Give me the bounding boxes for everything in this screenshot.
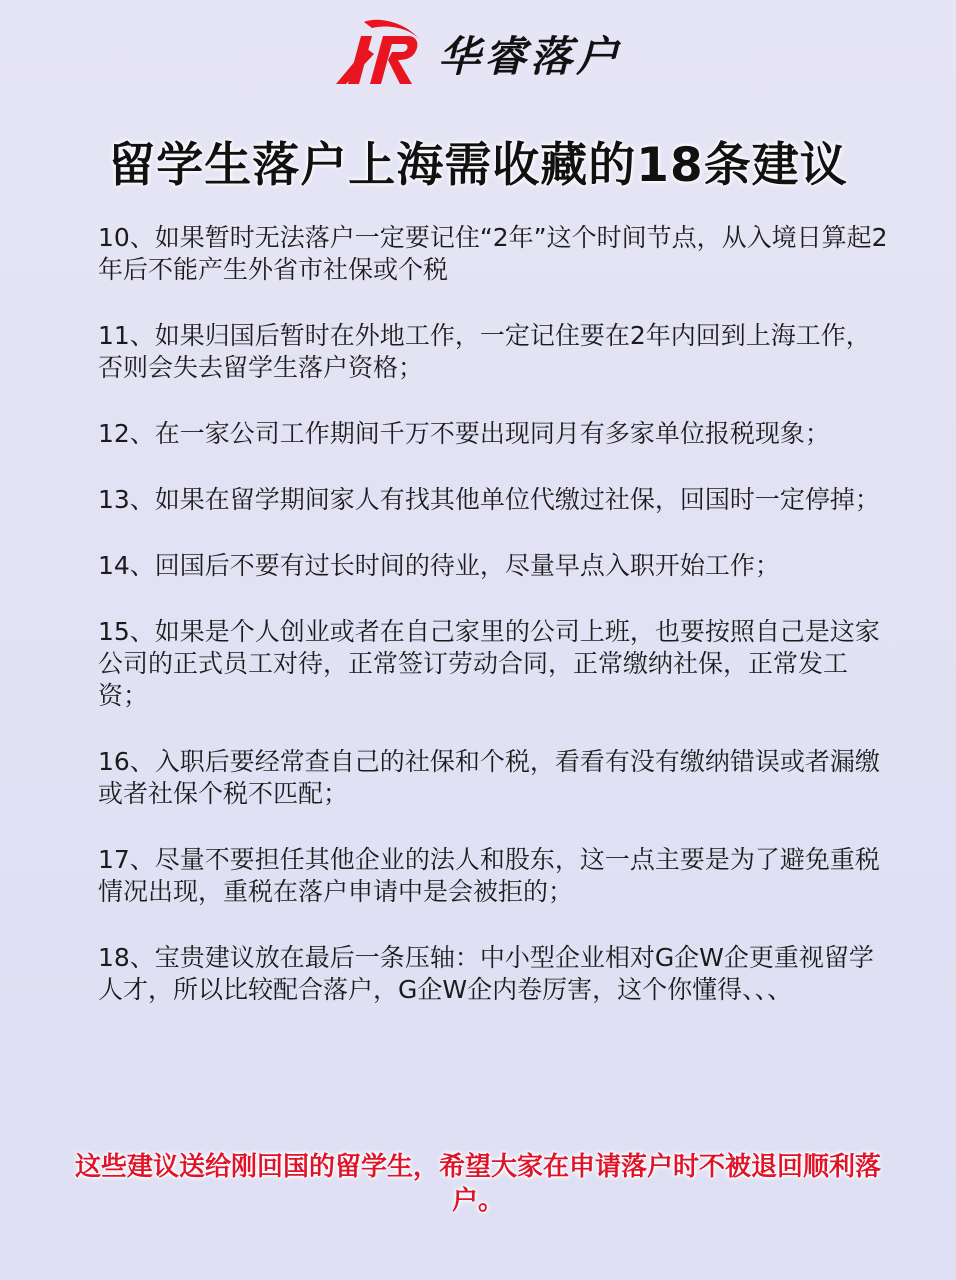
brand-name: 华睿落户 <box>437 32 622 81</box>
advice-list <box>98 222 888 1040</box>
advice-item-16: 16、入职后要经常查自己的社保和个税，看看有没有缴纳错误或者漏缴或者社保个税不匹配； <box>98 747 880 808</box>
advice-item-11: 11、如果归国后暂时在外地工作，一定记住要在2年内回到上海工作，否则会失去留学生落户资格； <box>98 321 871 382</box>
advice-item-10: 10、如果暂时无法落户一定要记住“2年”这个时间节点，从入境日算起2年后不能产生外省市社保或个税 <box>98 223 888 284</box>
advice-item-18: 18、宝贵建议放在最后一条压轴：中小型企业相对G企W企更重视留学人才，所以比较配合落户，G企W企内卷厉害，这个你懂得、、、 <box>98 943 874 1004</box>
advice-item-14: 14、回国后不要有过长时间的待业，尽量早点入职开始工作； <box>98 551 780 580</box>
brand-header <box>0 14 956 94</box>
advice-item-15: 15、如果是个人创业或者在自己家里的公司上班，也要按照自己是这家公司的正式员工对待，正常签订劳动合同，正常缴纳社保，正常发工资； <box>98 617 880 710</box>
closing-note: 这些建议送给刚回国的留学生，希望大家在申请落户时不被退回顺利落户。 <box>74 1152 881 1216</box>
advice-item-13: 13、如果在留学期间家人有找其他单位代缴过社保，回国时一定停掉； <box>98 485 880 514</box>
hr-logo-icon <box>334 18 424 90</box>
advice-item-12: 12、在一家公司工作期间千万不要出现同月有多家单位报税现象； <box>98 419 830 448</box>
advice-item-17: 17、尽量不要担任其他企业的法人和股东，这一点主要是为了避免重税情况出现，重税在落户申请中是会被拒的； <box>98 845 880 906</box>
page-title: 留学生落户上海需收藏的18条建议 <box>108 138 848 193</box>
